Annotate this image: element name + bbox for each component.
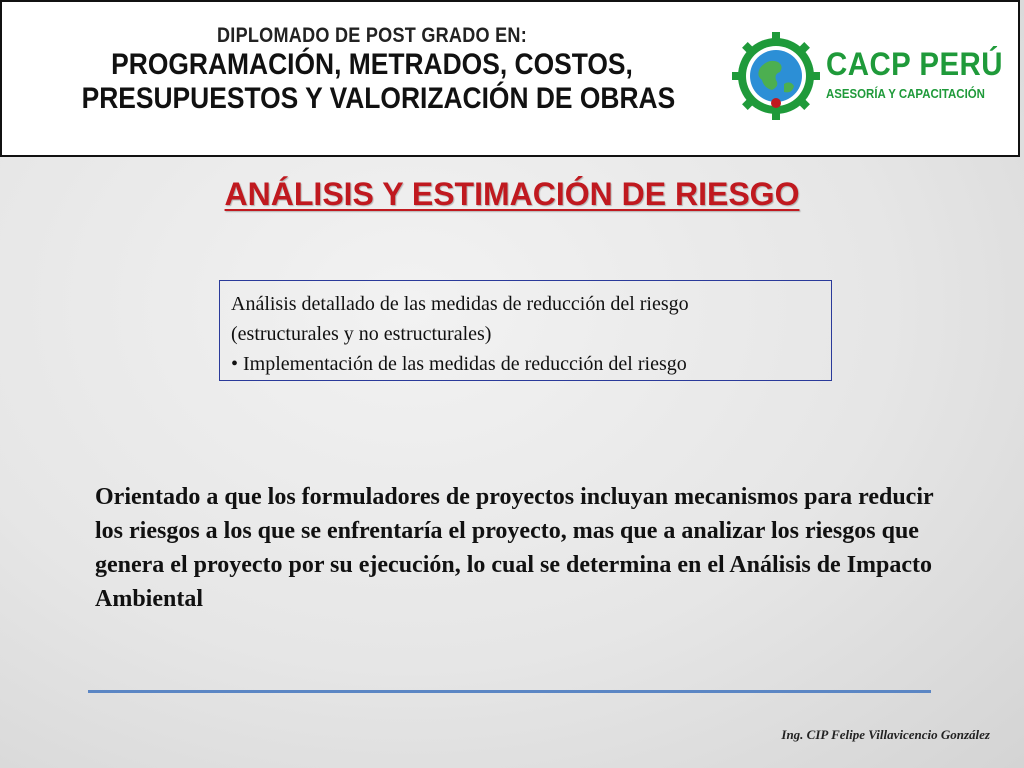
slide-header: [0, 0, 1020, 157]
box-line-2: (estructurales y no estructurales): [231, 323, 492, 345]
cacp-logo: [730, 30, 1003, 130]
header-subtitle: DIPLOMADO DE POST GRADO EN:: [216, 24, 527, 47]
header-title-line1: PROGRAMACIÓN, METRADOS, COSTOS,: [111, 48, 633, 81]
reduction-measures-box: [219, 280, 832, 381]
logo-name: CACP PERÚ: [826, 46, 1003, 82]
box-bullet: • Implementación de las medidas de reducción del riesgo: [231, 353, 687, 375]
gear-globe-emblem-icon: [730, 30, 822, 122]
footer-divider: [88, 690, 931, 693]
header-title-block: [42, 24, 702, 116]
logo-tagline: ASESORÍA Y CAPACITACIÓN: [826, 86, 985, 101]
box-line-1: Análisis detallado de las medidas de reducción del riesgo: [231, 293, 689, 315]
footer-author: Ing. CIP Felipe Villavicencio González: [781, 727, 990, 742]
body-paragraph: Orientado a que los formuladores de proyectos incluyan mecanismos para reducir los riesgos a los que se enfrentaría el proyecto, mas que a analizar los riesgos que genera el proyecto por su ejecución, lo cual se determina en el Análisis de Impacto Ambiental: [95, 484, 934, 612]
header-title-line2: PRESUPUESTOS Y VALORIZACIÓN DE OBRAS: [81, 82, 676, 115]
slide-title: ANÁLISIS Y ESTIMACIÓN DE RIESGO: [224, 176, 800, 212]
